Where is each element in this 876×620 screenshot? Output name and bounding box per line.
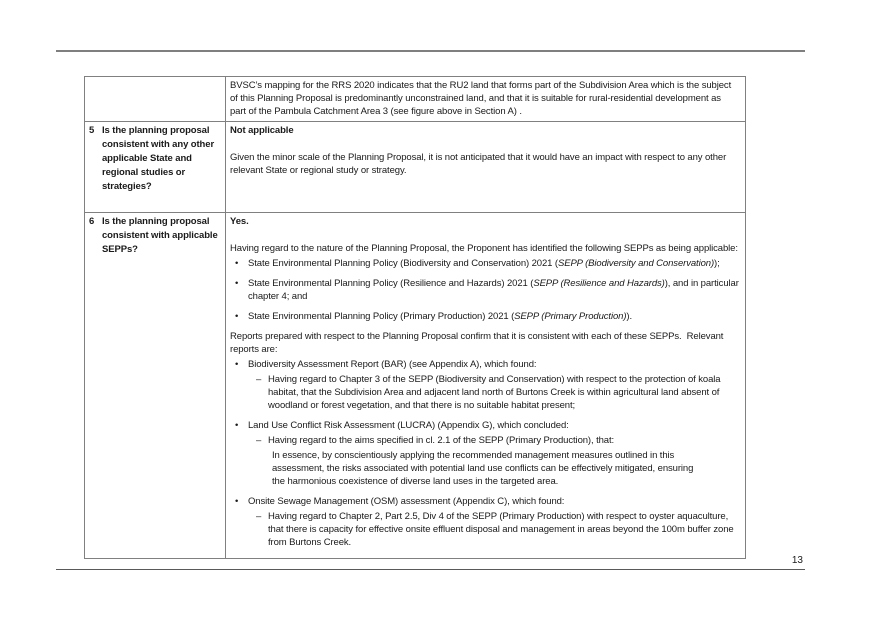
text-run: ), and in particular chapter 4; and	[248, 278, 739, 302]
bullet-item	[230, 257, 739, 270]
footer-rule	[56, 569, 805, 570]
question-wrap	[89, 215, 219, 257]
list-item-text	[248, 496, 564, 507]
header-rule	[56, 50, 805, 52]
bullet-marker: •	[235, 420, 239, 431]
question-wrap	[89, 124, 219, 194]
list-item-text	[248, 311, 632, 322]
question-text: Is the planning proposal consistent with applicable SEPPs?	[102, 216, 218, 255]
question-number: 6	[89, 216, 95, 227]
dash-marker: –	[256, 374, 262, 385]
answer-cell	[226, 122, 746, 213]
list-item-text	[268, 435, 614, 446]
text-run: Having regard to the aims specified in cl. 2.1 of the SEPP (Primary Production), that:	[268, 435, 615, 446]
text-run: Having regard to the nature of the Planning Proposal, the Proponent has identified the following SEPPs as being applicable:	[230, 243, 738, 254]
page-number: 13	[791, 555, 803, 566]
dash-item	[230, 510, 739, 549]
text-run: Given the minor scale of the Planning Proposal, it is not anticipated that it would have an impact with respect to any other relevant State or regional study or strategy.	[230, 152, 727, 176]
question-number: 5	[89, 125, 95, 136]
question-cell	[85, 122, 226, 213]
table-row	[85, 77, 746, 122]
bullet-item	[230, 277, 739, 303]
answer-cell	[226, 213, 746, 559]
text-run: Reports prepared with respect to the Planning Proposal confirm that it is consistent with each of these SEPPs. Relevant reports are:	[230, 331, 724, 355]
text-run: SEPP (Resilience and Hazards)	[533, 278, 665, 289]
text-run: BVSC’s mapping for the RRS 2020 indicates that the RU2 land that forms part of the Subdivision Area which is the subject of this Planning Proposal is predominantly unconstrained land, and that it is suitable for rural-residential development as part of the Pambula Catchment Area 3 (see figure above in Section A) .	[230, 80, 732, 117]
text-run: In essence, by conscientiously applying the recommended management measures outlined in this assessment, the risks associated with potential land use conflicts can be effectively mitigated, ensuring the harmonious coexistence of diverse land uses in the targeted area.	[272, 450, 694, 487]
list-item-text	[268, 374, 720, 411]
bullet-item	[230, 419, 739, 432]
paragraph	[230, 124, 739, 137]
paragraph	[230, 330, 739, 356]
text-run: Having regard to Chapter 3 of the SEPP (Biodiversity and Conservation) with respect to the protection of koala habitat, that the Subdivision Area and adjacent land north of Burtons Creek is within agricultural land absent of woodland or forest vegetation, and that there is no suitable habitat present;	[268, 374, 721, 411]
assessment-table	[84, 76, 746, 559]
bullet-marker: •	[235, 496, 239, 507]
dash-marker: –	[256, 435, 262, 446]
dash-item	[230, 434, 739, 447]
table-row	[85, 213, 746, 559]
list-item-text	[268, 511, 734, 548]
text-run: Land Use Conflict Risk Assessment (LUCRA) (Appendix G), which concluded:	[248, 420, 569, 431]
text-run: );	[714, 258, 720, 269]
bullet-item	[230, 358, 739, 371]
question-cell	[85, 213, 226, 559]
bullet-marker: •	[235, 311, 239, 322]
paragraph	[230, 242, 739, 255]
text-run: Having regard to Chapter 2, Part 2.5, Div 4 of the SEPP (Primary Production) with respect to oyster aquaculture, that there is capacity for effective onsite effluent disposal and management in areas beyond the 100m buffer zone from Burtons Creek.	[268, 511, 734, 548]
paragraph	[230, 79, 739, 118]
bullet-marker: •	[235, 359, 239, 370]
bullet-marker: •	[235, 258, 239, 269]
paragraph	[230, 151, 739, 177]
table-row	[85, 122, 746, 213]
text-run: State Environmental Planning Policy (Resilience and Hazards) 2021 (	[248, 278, 534, 289]
quote-item	[272, 449, 703, 488]
text-run: Yes.	[230, 216, 249, 227]
text-run: Biodiversity Assessment Report (BAR) (see Appendix A), which found:	[248, 359, 537, 370]
list-item-text	[248, 258, 720, 269]
text-run: SEPP (Primary Production)	[514, 311, 627, 322]
assessment-table-body	[85, 77, 746, 559]
text-run: ).	[626, 311, 633, 322]
list-item-text	[248, 420, 569, 431]
text-run: SEPP (Biodiversity and Conservation)	[557, 258, 715, 269]
text-run: Onsite Sewage Management (OSM) assessment (Appendix C), which found:	[248, 496, 565, 507]
bullet-marker: •	[235, 278, 239, 289]
list-item-text	[248, 278, 739, 302]
text-run: State Environmental Planning Policy (Primary Production) 2021 (	[248, 311, 515, 322]
bullet-item	[230, 310, 739, 323]
dash-item	[230, 373, 739, 412]
question-text: Is the planning proposal consistent with any other applicable State and regional studies or strategies?	[102, 125, 215, 192]
answer-cell	[226, 77, 746, 122]
question-cell	[85, 77, 226, 122]
list-item-text	[248, 359, 536, 370]
text-run: State Environmental Planning Policy (Biodiversity and Conservation) 2021 (	[248, 258, 558, 269]
bullet-item	[230, 495, 739, 508]
paragraph	[230, 215, 739, 228]
text-run: Not applicable	[230, 125, 294, 136]
dash-marker: –	[256, 511, 262, 522]
